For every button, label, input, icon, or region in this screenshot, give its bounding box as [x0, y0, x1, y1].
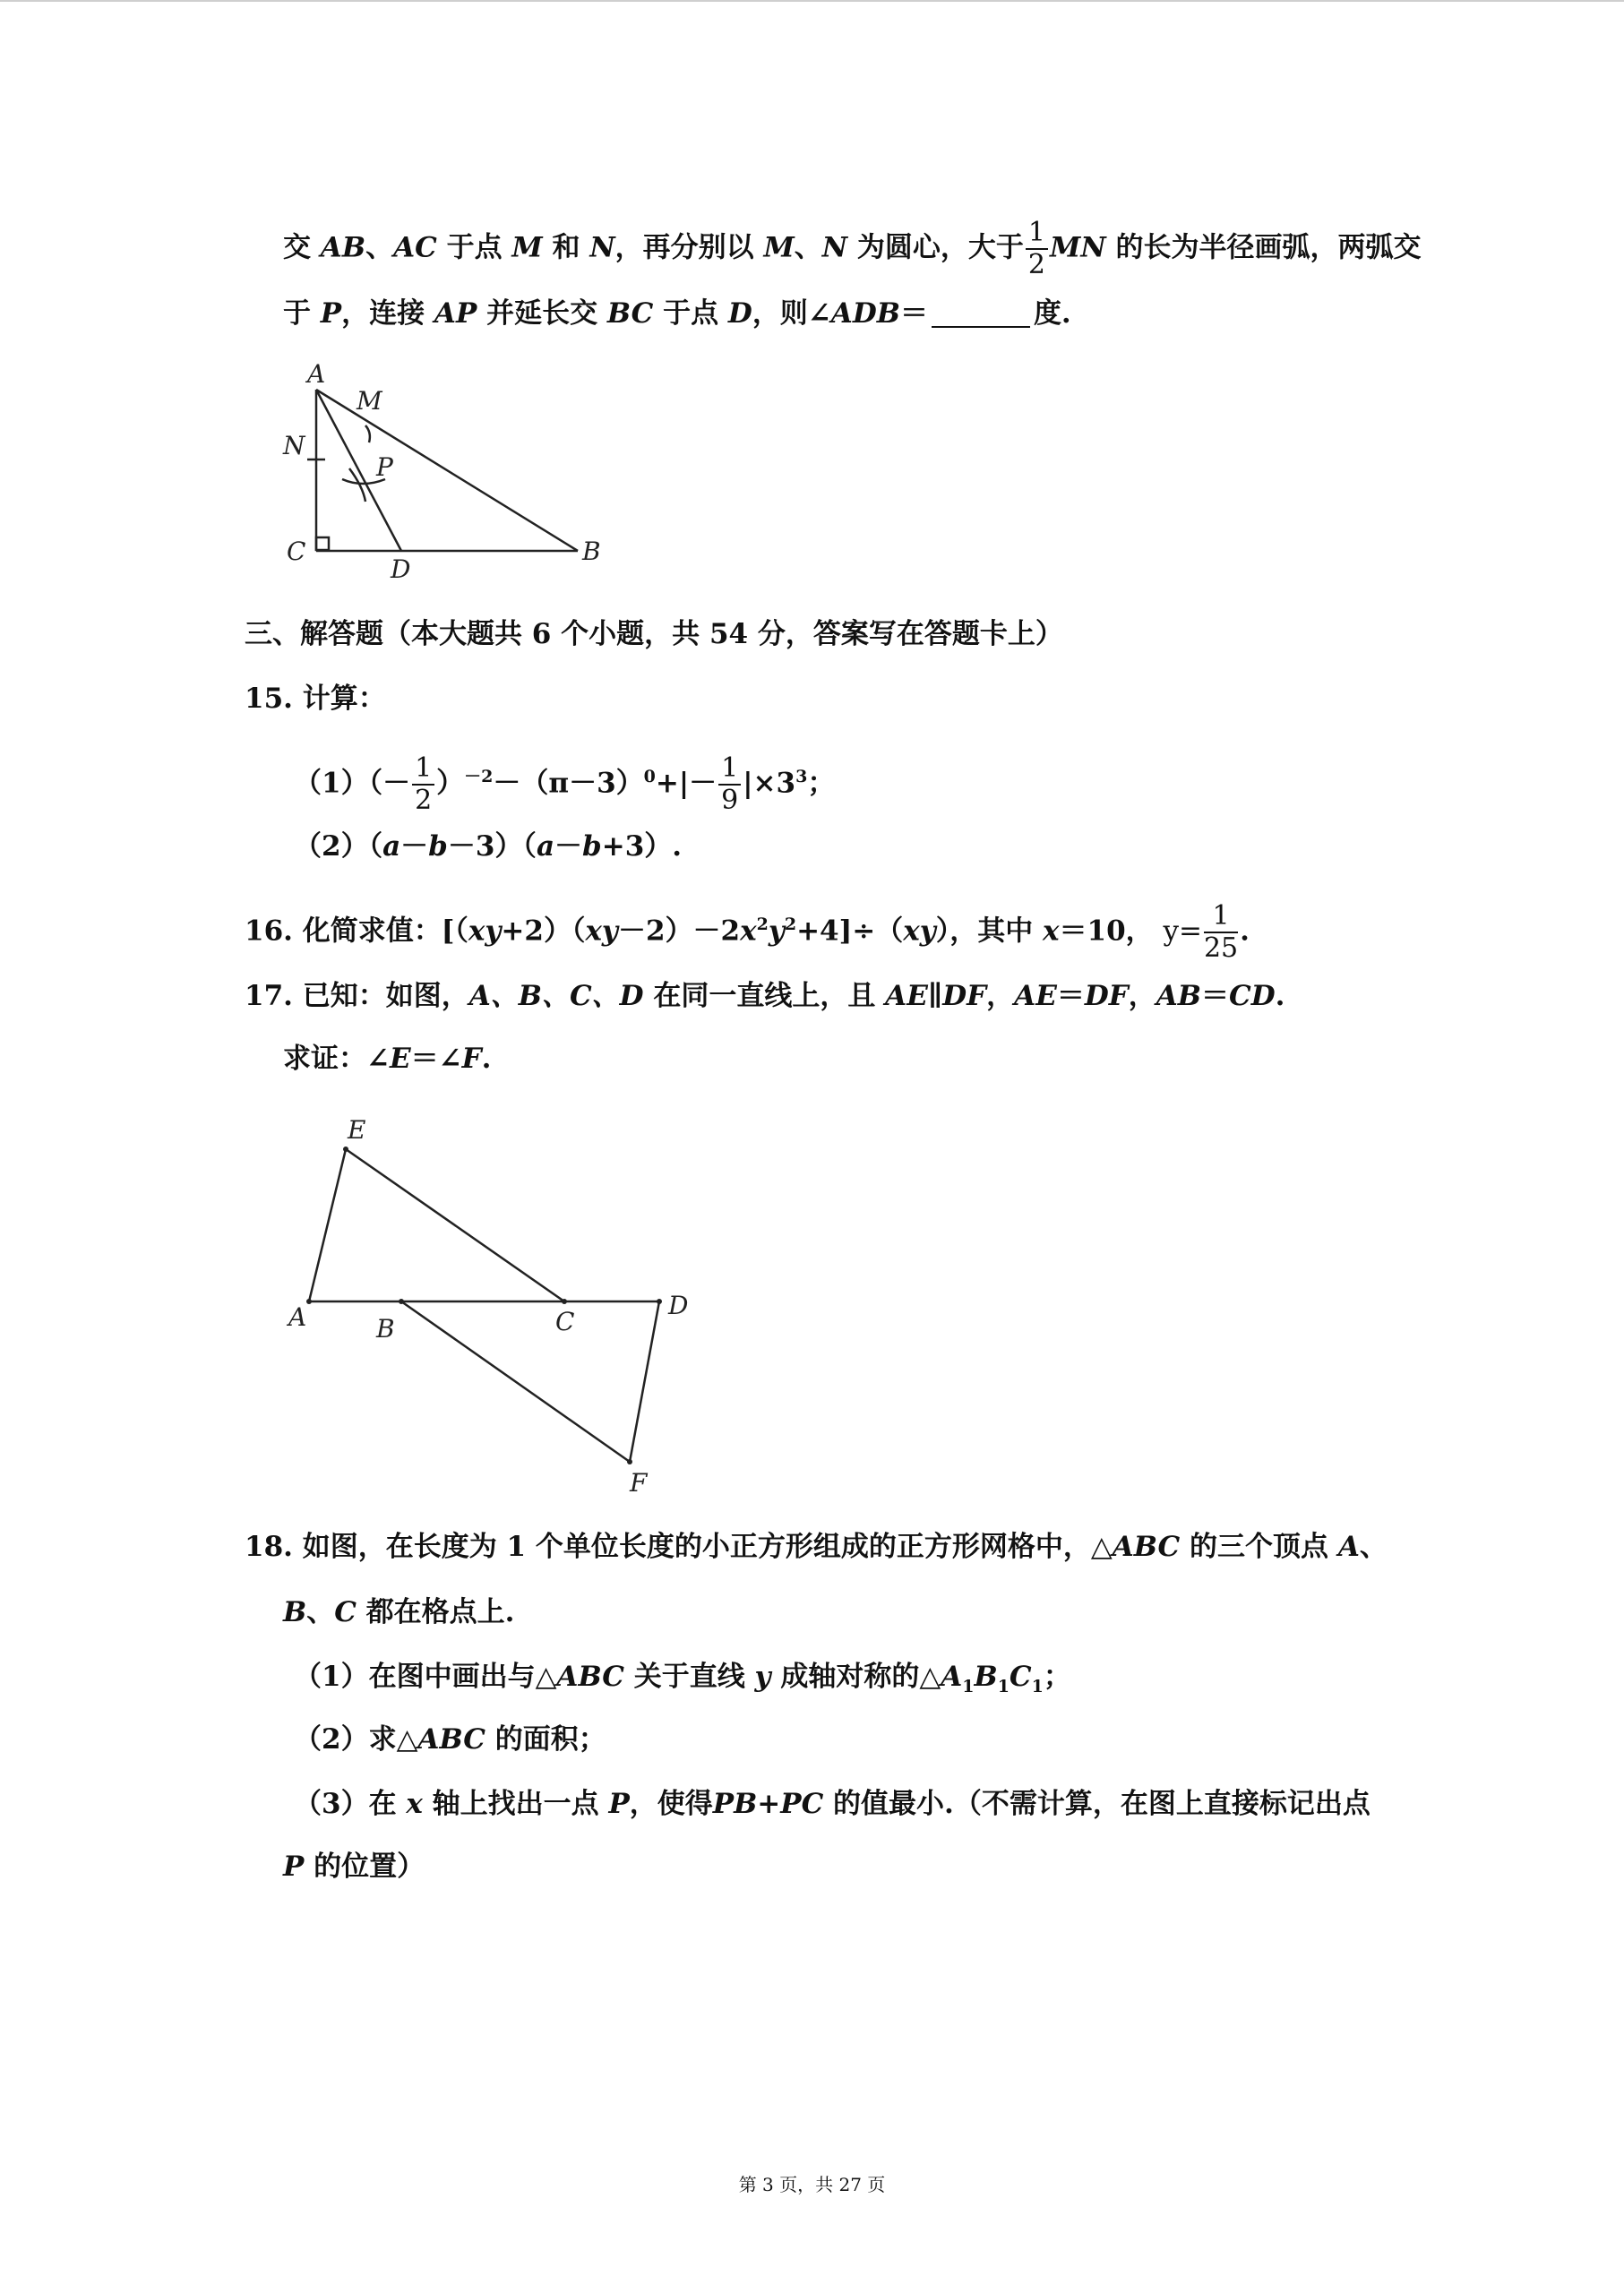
arc-p-2 [349, 468, 365, 502]
segment-bf [401, 1301, 630, 1462]
q17-text: 17. 已知：如图，A、B、C、D 在同一直线上，且 AE∥DF，AE＝DF，AB＝CD. [245, 980, 1285, 1012]
label-n: N [283, 431, 305, 460]
answer-blank [932, 299, 1030, 328]
label-b: B [376, 1314, 395, 1344]
q17-prove: 求证：∠E＝∠F. [283, 1043, 492, 1075]
q15-part1: （1）（－ $\frac{1}{2}$ ）$^{-2}-(\pi-3)^0+|-$ $\frac{1}{9}$ $|\times 3^3$； [294, 752, 836, 816]
label-b: B [582, 537, 601, 566]
figure-q17 [269, 1106, 735, 1500]
label-d: D [391, 554, 411, 584]
label-a: A [307, 359, 326, 389]
q16-text: 16. 化简求值：$[(xy+2)(xy-2)-2x^2y^2+4]\div(xy)$，其中 x＝10， y= $\frac{1}{25}$ . [245, 900, 1250, 964]
q18-line1: 18. 如图，在长度为 1 个单位长度的小正方形组成的正方形网格中，△ABC 的三个顶点 A、 [245, 1531, 1388, 1563]
segment-ec [346, 1149, 564, 1301]
right-angle-mark [316, 537, 329, 550]
q15-title: 15. 计算： [245, 683, 386, 715]
label-d: D [668, 1291, 689, 1320]
label-m: M [357, 386, 382, 416]
page-footer: 第 3 页，共 27 页 [738, 2174, 886, 2195]
q18-sub2: （2）求△ABC 的面积； [294, 1723, 606, 1756]
label-c: C [287, 537, 306, 566]
q18-sub3: （3）在 x 轴上找出一点 P，使得PB+PC 的值最小.（不需计算，在图上直接标记出点 [294, 1788, 1371, 1820]
segment-ab [316, 390, 578, 551]
q14-line1: 交 AB、AC 于点 M 和 N，再分别以 M、N 为圆心，大于 $\frac{1}{2}$ MN 的长为半径画弧，两弧交 [283, 217, 1422, 280]
label-f: F [630, 1468, 648, 1498]
arc-m [365, 425, 370, 442]
label-e: E [348, 1115, 366, 1145]
q15-part2: （2）（a－b－3）（a－b+3）. [294, 830, 683, 863]
fraction-half: $\frac{1}{2}$ [1026, 219, 1048, 279]
segment-ae [309, 1149, 346, 1301]
section-heading: 三、解答题（本大题共 6 个小题，共 54 分，答案写在答题卡上） [245, 618, 1063, 650]
label-a: A [288, 1302, 307, 1332]
q18-sub1: （1）在图中画出与△ABC 关于直线 y 成轴对称的$\triangle A_1B_1C_1$； [294, 1661, 1071, 1697]
figure-q14-triangle [269, 354, 627, 587]
q18-line2: B、C 都在格点上. [283, 1596, 515, 1628]
segment-df [630, 1301, 659, 1462]
label-p: P [376, 452, 393, 482]
label-c: C [555, 1307, 575, 1336]
q14-line2: 于 P，连接 AP 并延长交 BC 于点 D，则∠ADB＝ 度. [283, 297, 1071, 330]
top-border [0, 0, 1624, 2]
q18-sub3-cont: P 的位置） [283, 1851, 425, 1883]
